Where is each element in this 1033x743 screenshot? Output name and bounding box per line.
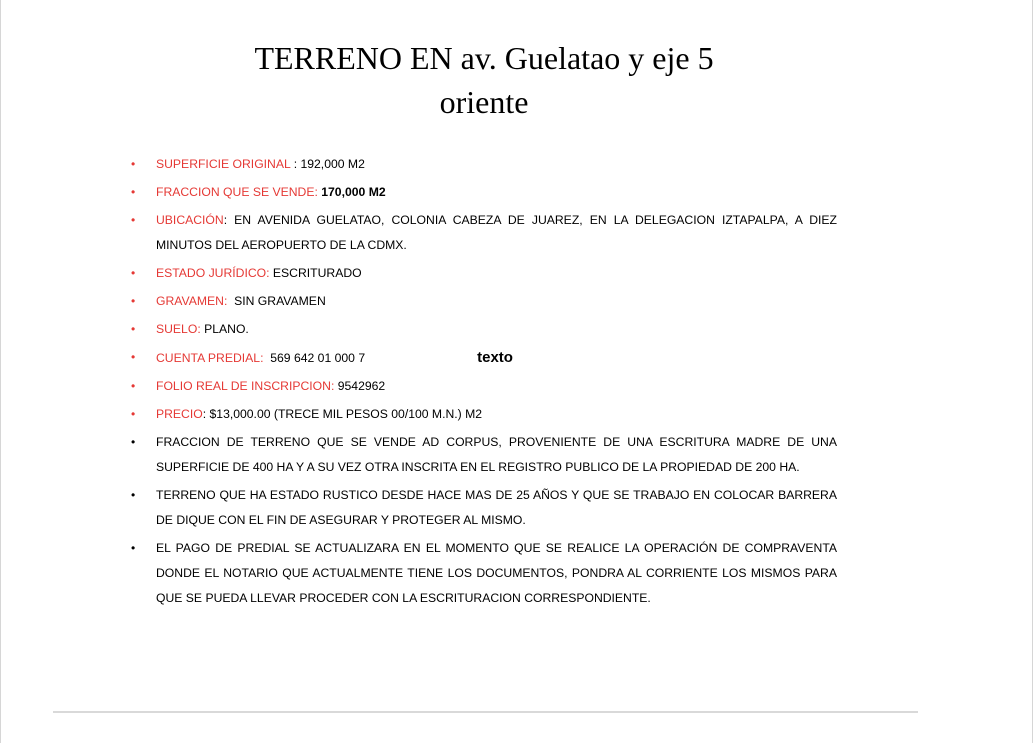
item-value: : 192,000 M2 (290, 157, 365, 171)
bullet-icon: • (131, 157, 136, 171)
list-item-paragraph-1 (131, 430, 837, 480)
item-label: UBICACIÓN (156, 213, 224, 227)
item-value: 9542962 (334, 379, 386, 393)
bullet-icon: • (131, 407, 136, 421)
list-item-paragraph-3 (131, 536, 837, 611)
item-label: FOLIO REAL DE INSCRIPCION: (156, 379, 335, 393)
paragraph-text: TERRENO QUE HA ESTADO RUSTICO DESDE HACE MAS DE 25 AÑOS Y QUE SE TRABAJO EN COLOCAR BARRERA DE DIQUE CON EL FIN DE ASEGURAR Y PROTEGER AL MISMO. (156, 488, 837, 527)
item-value: 569 642 01 000 7 (263, 351, 366, 365)
bullet-icon: • (131, 294, 136, 308)
list-item-suelo (131, 317, 837, 342)
bullet-icon: • (131, 266, 136, 280)
title-line-1: TERRENO EN av. Guelatao y eje 5 (254, 40, 714, 76)
list-item-estado-juridico (131, 261, 837, 286)
item-label: ESTADO JURÍDICO: (156, 266, 270, 280)
page-divider (53, 711, 918, 713)
bullet-icon: • (131, 379, 136, 393)
bullet-icon: • (131, 185, 136, 199)
title-line-2: oriente (439, 84, 529, 120)
texto-label: texto (477, 349, 513, 366)
item-label: SUELO: (156, 322, 201, 336)
page-title (1, 36, 967, 124)
item-label: SUPERFICIE ORIGINAL (156, 157, 291, 171)
bullet-icon: • (131, 350, 136, 364)
paragraph-text: FRACCION DE TERRENO QUE SE VENDE AD CORPUS, PROVENIENTE DE UNA ESCRITURA MADRE DE UNA SUPERFICIE DE 400 HA Y A SU VEZ OTRA INSCRITA EN EL REGISTRO PUBLICO DE LA PROPIEDAD DE 200 HA. (156, 435, 837, 474)
list-item-precio (131, 402, 837, 427)
item-label: GRAVAMEN: (156, 294, 228, 308)
list-item-fraccion (131, 180, 837, 205)
list-item-superficie (131, 152, 837, 177)
list-item-paragraph-2 (131, 483, 837, 533)
item-value: : EN AVENIDA GUELATAO, COLONIA CABEZA DE JUAREZ, EN LA DELEGACION IZTAPALPA, A DIEZ MINUTOS DEL AEROPUERTO DE LA CDMX. (156, 213, 837, 252)
item-label: FRACCION QUE SE VENDE: (156, 185, 318, 199)
item-value: ESCRITURADO (269, 266, 362, 280)
item-value: SIN GRAVAMEN (227, 294, 326, 308)
item-value: 170,000 M2 (321, 185, 386, 199)
item-value: PLANO. (200, 322, 249, 336)
list-item-ubicacion (131, 208, 837, 258)
property-details-list (131, 152, 837, 614)
list-item-folio-real (131, 374, 837, 399)
bullet-icon: • (131, 541, 136, 555)
bullet-icon: • (131, 322, 136, 336)
list-item-gravamen (131, 289, 837, 314)
bullet-icon: • (131, 213, 136, 227)
item-label: PRECIO (156, 407, 203, 421)
paragraph-text: EL PAGO DE PREDIAL SE ACTUALIZARA EN EL MOMENTO QUE SE REALICE LA OPERACIÓN DE COMPRAVENTA DONDE EL NOTARIO QUE ACTUALMENTE TIENE LOS DOCUMENTOS, PONDRA AL CORRIENTE LOS MISMOS PARA QUE SE PUEDA LLEVAR PROCEDER CON LA ESCRITURACION CORRESPONDIENTE. (156, 541, 837, 605)
bullet-icon: • (131, 488, 136, 502)
item-value: : $13,000.00 (TRECE MIL PESOS 00/100 M.N.) M2 (202, 407, 483, 421)
item-label: CUENTA PREDIAL: (156, 351, 264, 365)
list-item-cuenta-predial (131, 345, 837, 371)
bullet-icon: • (131, 435, 136, 449)
